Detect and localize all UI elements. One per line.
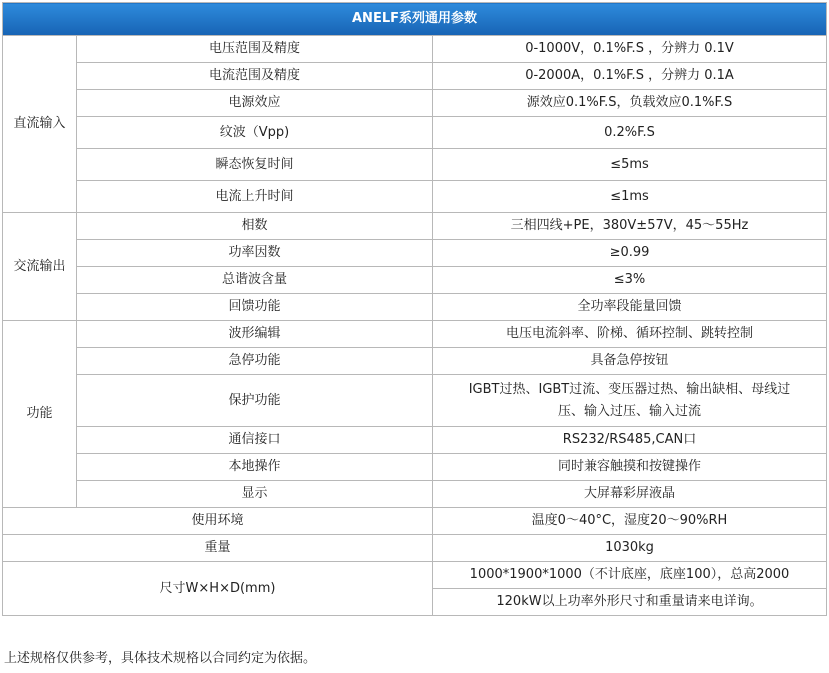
row-value: ≥0.99 (433, 240, 827, 267)
row-value: 0.2%F.S (433, 117, 827, 149)
row-label: 重量 (3, 535, 433, 562)
table-row (3, 117, 827, 149)
row-value-protection (433, 375, 827, 427)
table-row (3, 454, 827, 481)
table-row (3, 348, 827, 375)
row-label: 波形编辑 (77, 321, 433, 348)
row-label: 本地操作 (77, 454, 433, 481)
row-value: 120kW以上功率外形尺寸和重量请来电详询。 (433, 589, 827, 616)
row-label: 瞬态恢复时间 (77, 149, 433, 181)
table-row (3, 267, 827, 294)
table-row (3, 149, 827, 181)
group-dc-input: 直流输入 (3, 36, 77, 213)
table-row (3, 321, 827, 348)
table-row (3, 508, 827, 535)
row-label: 显示 (77, 481, 433, 508)
row-value: 温度0～40°C，湿度20～90%RH (433, 508, 827, 535)
table-row (3, 427, 827, 454)
protection-line-1: IGBT过热、IGBT过流、变压器过热、输出缺相、母线过 (468, 381, 791, 397)
table-row (3, 213, 827, 240)
row-label: 回馈功能 (77, 294, 433, 321)
row-label: 相数 (77, 213, 433, 240)
row-label: 纹波（Vpp) (77, 117, 433, 149)
row-value: ≤3% (433, 267, 827, 294)
table-row (3, 535, 827, 562)
table-title: ANELF系列通用参数 (3, 3, 827, 36)
row-value: 1030kg (433, 535, 827, 562)
row-label: 急停功能 (77, 348, 433, 375)
row-value: 0-2000A，0.1%F.S ，分辨力 0.1A (433, 63, 827, 90)
spec-table-container (2, 2, 826, 616)
table-row (3, 375, 827, 427)
row-value: ≤5ms (433, 149, 827, 181)
table-row (3, 63, 827, 90)
table-row (3, 90, 827, 117)
row-label: 电源效应 (77, 90, 433, 117)
table-row (3, 562, 827, 589)
row-value: RS232/RS485,CAN口 (433, 427, 827, 454)
row-label: 尺寸W×H×D(mm) (3, 562, 433, 616)
spec-table (2, 2, 827, 616)
table-row (3, 240, 827, 267)
table-header-row (3, 3, 827, 36)
row-value: 同时兼容触摸和按键操作 (433, 454, 827, 481)
row-label: 电流上升时间 (77, 181, 433, 213)
group-functions: 功能 (3, 321, 77, 508)
row-value: 源效应0.1%F.S，负载效应0.1%F.S (433, 90, 827, 117)
table-row (3, 36, 827, 63)
row-label: 功率因数 (77, 240, 433, 267)
protection-line-2: 压、输入过压、输入过流 (557, 403, 701, 419)
row-label: 通信接口 (77, 427, 433, 454)
row-label: 保护功能 (77, 375, 433, 427)
table-row (3, 294, 827, 321)
row-label: 电压范围及精度 (77, 36, 433, 63)
footnote: 上述规格仅供参考，具体技术规格以合同约定为依据。 (4, 651, 317, 666)
row-value: 具备急停按钮 (433, 348, 827, 375)
row-label: 总谐波含量 (77, 267, 433, 294)
row-value: 三相四线+PE，380V±57V，45～55Hz (433, 213, 827, 240)
table-row (3, 481, 827, 508)
row-label: 电流范围及精度 (77, 63, 433, 90)
row-value: ≤1ms (433, 181, 827, 213)
row-value: 大屏幕彩屏液晶 (433, 481, 827, 508)
row-value: 全功率段能量回馈 (433, 294, 827, 321)
row-value: 电压电流斜率、阶梯、循环控制、跳转控制 (433, 321, 827, 348)
group-ac-output: 交流输出 (3, 213, 77, 321)
table-row (3, 181, 827, 213)
row-value: 1000*1900*1000（不计底座，底座100），总高2000 (433, 562, 827, 589)
row-label: 使用环境 (3, 508, 433, 535)
row-value: 0-1000V，0.1%F.S ，分辨力 0.1V (433, 36, 827, 63)
